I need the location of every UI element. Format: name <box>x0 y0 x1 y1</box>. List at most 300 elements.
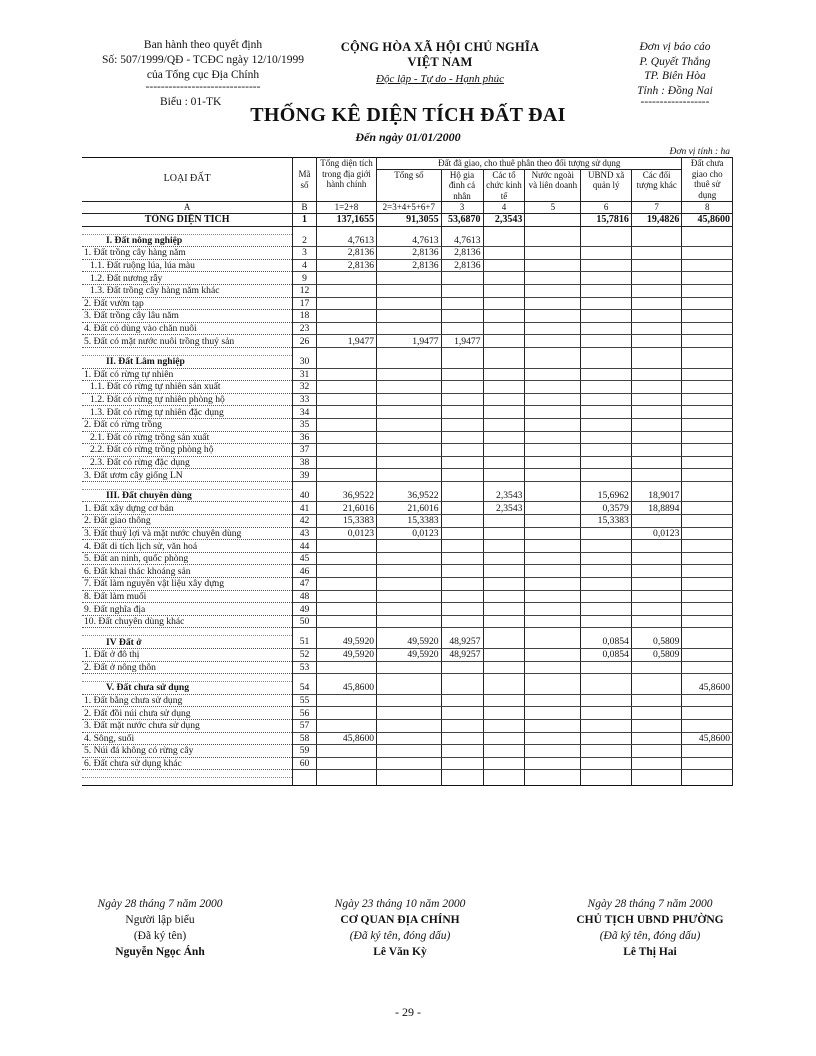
land-type-row <box>82 406 733 419</box>
area-value-cell <box>631 578 682 591</box>
land-type-code: 37 <box>293 444 317 457</box>
spacer-cell <box>525 674 581 682</box>
land-type-code: 34 <box>293 406 317 419</box>
area-value-cell: 0,5809 <box>631 636 682 649</box>
area-value-cell <box>525 418 581 431</box>
spacer-cell <box>525 481 581 489</box>
signature-role: CHỦ TỊCH UBND PHƯỜNG <box>576 914 724 926</box>
area-value-cell <box>483 456 525 469</box>
area-value-cell <box>441 431 483 444</box>
land-type-row <box>82 649 733 662</box>
area-value-cell <box>316 719 376 732</box>
area-value-cell <box>377 757 442 770</box>
area-value-cell <box>581 694 632 707</box>
area-value-cell <box>525 456 581 469</box>
land-type-code: 53 <box>293 661 317 674</box>
land-type-code: 40 <box>293 489 317 502</box>
area-value-cell <box>483 297 525 310</box>
area-value-cell <box>525 431 581 444</box>
area-value-cell <box>441 552 483 565</box>
area-value-cell <box>441 272 483 285</box>
area-value-cell <box>483 322 525 335</box>
signature-date: Ngày 28 tháng 7 năm 2000 <box>587 898 713 910</box>
area-value-cell <box>377 469 442 482</box>
area-value-cell <box>377 615 442 628</box>
area-value-cell: 2,8136 <box>441 247 483 260</box>
area-value-cell <box>377 322 442 335</box>
country-name: CỘNG HÒA XÃ HỘI CHỦ NGHĨA VIỆT NAM <box>340 40 540 69</box>
area-value-cell <box>377 590 442 603</box>
area-value-cell <box>581 310 632 323</box>
area-value-cell <box>581 355 632 368</box>
area-value-cell <box>581 707 632 720</box>
land-type-code: 58 <box>293 732 317 745</box>
area-value-cell <box>483 694 525 707</box>
header-code: Mã số <box>293 158 317 202</box>
land-type-code: 48 <box>293 590 317 603</box>
area-value-cell <box>377 661 442 674</box>
area-value-cell <box>316 456 376 469</box>
land-type-code: 54 <box>293 682 317 695</box>
area-value-cell <box>581 527 632 540</box>
area-value-cell: 1,9477 <box>377 335 442 348</box>
spacer-cell <box>293 628 317 636</box>
land-type-row <box>82 284 733 297</box>
area-value-cell <box>377 694 442 707</box>
spacer-row <box>82 226 733 234</box>
land-type-name: 2.2. Đất có rừng trồng phòng hộ <box>82 444 293 457</box>
area-value-cell <box>441 406 483 419</box>
land-type-name: 9. Đất nghĩa địa <box>82 603 293 616</box>
land-type-name: 2. Đất đồi núi chưa sử dụng <box>82 707 293 720</box>
area-value-cell <box>441 707 483 720</box>
land-type-name: 2. Đất vườn tạp <box>82 297 293 310</box>
area-value-cell <box>483 469 525 482</box>
land-type-code: 50 <box>293 615 317 628</box>
spacer-cell <box>377 778 442 786</box>
area-value-cell <box>483 335 525 348</box>
area-value-cell <box>483 636 525 649</box>
area-value-cell <box>631 565 682 578</box>
area-value-cell <box>316 661 376 674</box>
land-group-row <box>82 234 733 247</box>
area-value-cell <box>525 393 581 406</box>
area-value-cell <box>377 456 442 469</box>
area-value-cell <box>525 661 581 674</box>
total-value: 19,4826 <box>631 214 682 227</box>
area-value-cell <box>581 284 632 297</box>
colref-cell: 1=2+8 <box>316 202 376 214</box>
spacer-cell <box>525 628 581 636</box>
area-value-cell <box>682 234 733 247</box>
area-value-cell <box>525 694 581 707</box>
land-type-code: 26 <box>293 335 317 348</box>
header-land-type: LOẠI ĐẤT <box>82 158 293 202</box>
land-type-code: 2 <box>293 234 317 247</box>
area-value-cell <box>525 527 581 540</box>
area-value-cell: 49,5920 <box>316 636 376 649</box>
land-type-row <box>82 603 733 616</box>
area-value-cell <box>631 259 682 272</box>
area-value-cell <box>525 406 581 419</box>
area-value-cell: 2,3543 <box>483 502 525 515</box>
area-value-cell <box>682 636 733 649</box>
area-value-cell <box>316 469 376 482</box>
area-value-cell <box>316 368 376 381</box>
spacer-row <box>82 778 733 786</box>
colref-cell: B <box>293 202 317 214</box>
land-type-code: 38 <box>293 456 317 469</box>
area-value-cell <box>581 368 632 381</box>
area-value-cell <box>377 418 442 431</box>
area-value-cell <box>682 247 733 260</box>
land-type-row <box>82 694 733 707</box>
spacer-row <box>82 481 733 489</box>
land-type-code: 36 <box>293 431 317 444</box>
land-type-row <box>82 757 733 770</box>
spacer-cell <box>682 628 733 636</box>
area-value-cell <box>525 502 581 515</box>
spacer-row <box>82 347 733 355</box>
area-value-cell <box>377 552 442 565</box>
area-value-cell <box>581 406 632 419</box>
area-value-cell <box>483 355 525 368</box>
signature-preparer <box>70 896 250 960</box>
area-value-cell <box>525 368 581 381</box>
area-value-cell <box>483 732 525 745</box>
area-value-cell <box>316 284 376 297</box>
land-type-row <box>82 552 733 565</box>
area-value-cell: 0,0123 <box>316 527 376 540</box>
area-value-cell <box>631 234 682 247</box>
land-type-name: 1.2. Đất nương rẫy <box>82 272 293 285</box>
area-value-cell <box>682 540 733 553</box>
area-value-cell <box>631 431 682 444</box>
area-value-cell <box>525 615 581 628</box>
land-type-row <box>82 310 733 323</box>
area-value-cell <box>581 393 632 406</box>
area-value-cell <box>631 757 682 770</box>
area-value-cell <box>483 393 525 406</box>
area-value-cell <box>377 707 442 720</box>
land-type-row <box>82 527 733 540</box>
area-value-cell <box>377 297 442 310</box>
area-value-cell: 45,8600 <box>682 732 733 745</box>
land-type-row <box>82 515 733 528</box>
area-value-cell <box>441 682 483 695</box>
area-value-cell <box>525 284 581 297</box>
land-type-row <box>82 565 733 578</box>
spacer-cell <box>377 674 442 682</box>
area-value-cell <box>483 719 525 732</box>
area-value-cell <box>483 757 525 770</box>
reporting-unit-label: Đơn vị báo cáo <box>639 41 711 53</box>
area-value-cell <box>682 355 733 368</box>
spacer-cell <box>581 347 632 355</box>
area-value-cell <box>483 682 525 695</box>
area-value-cell <box>377 368 442 381</box>
area-value-cell <box>316 272 376 285</box>
land-type-row <box>82 661 733 674</box>
land-type-code: 52 <box>293 649 317 662</box>
area-value-cell <box>631 469 682 482</box>
area-value-cell <box>377 381 442 394</box>
area-value-cell: 2,3543 <box>483 489 525 502</box>
land-type-row <box>82 381 733 394</box>
area-value-cell <box>631 272 682 285</box>
spacer-cell <box>377 481 442 489</box>
area-value-cell: 18,8894 <box>631 502 682 515</box>
area-value-cell <box>682 515 733 528</box>
area-value-cell <box>316 694 376 707</box>
area-value-cell <box>581 578 632 591</box>
land-type-name: 3. Đất thuỷ lợi và mặt nước chuyên dùng <box>82 527 293 540</box>
land-type-name: 1.2. Đất có rừng tự nhiên phòng hộ <box>82 393 293 406</box>
spacer-cell <box>631 778 682 786</box>
area-value-cell <box>682 406 733 419</box>
area-value-cell <box>525 355 581 368</box>
spacer-cell <box>377 226 442 234</box>
area-value-cell <box>682 444 733 457</box>
area-value-cell <box>483 707 525 720</box>
land-type-row <box>82 719 733 732</box>
area-value-cell <box>631 335 682 348</box>
colref-cell: 2=3+4+5+6+7 <box>377 202 442 214</box>
area-value-cell <box>483 590 525 603</box>
land-type-code: 51 <box>293 636 317 649</box>
spacer-cell <box>82 481 293 489</box>
land-type-code: 55 <box>293 694 317 707</box>
land-type-row <box>82 259 733 272</box>
area-value-cell <box>525 590 581 603</box>
area-value-cell <box>377 732 442 745</box>
spacer-cell <box>581 778 632 786</box>
area-value-cell <box>377 565 442 578</box>
land-type-code: 3 <box>293 247 317 260</box>
land-type-row <box>82 469 733 482</box>
land-type-code: 49 <box>293 603 317 616</box>
land-type-name: 2. Đất có rừng trồng <box>82 418 293 431</box>
area-value-cell <box>483 284 525 297</box>
header-foreign-jv: Nước ngoài và liên doanh <box>525 169 581 202</box>
total-value: 15,7816 <box>581 214 632 227</box>
land-type-name: 1. Đất ở đô thị <box>82 649 293 662</box>
total-value: 53,6870 <box>441 214 483 227</box>
land-type-name: 3. Đất ươm cây giống LN <box>82 469 293 482</box>
area-value-cell <box>525 636 581 649</box>
area-value-cell <box>483 381 525 394</box>
area-value-cell <box>631 552 682 565</box>
area-value-cell <box>483 368 525 381</box>
area-value-cell <box>377 406 442 419</box>
area-value-cell <box>441 355 483 368</box>
spacer-cell <box>483 778 525 786</box>
land-type-code: 33 <box>293 393 317 406</box>
area-value-cell <box>316 355 376 368</box>
land-type-name: 3. Đất mặt nước chưa sử dụng <box>82 719 293 732</box>
area-value-cell <box>682 707 733 720</box>
area-value-cell: 49,5920 <box>377 636 442 649</box>
land-type-name: II. Đất Lâm nghiệp <box>82 355 293 368</box>
land-type-code: 31 <box>293 368 317 381</box>
national-header <box>330 40 550 85</box>
total-label: TỔNG DIỆN TÍCH <box>82 214 293 227</box>
area-value-cell <box>316 431 376 444</box>
land-type-name: 10. Đất chuyên dùng khác <box>82 615 293 628</box>
land-type-row <box>82 247 733 260</box>
area-value-cell <box>631 310 682 323</box>
area-value-cell <box>525 552 581 565</box>
area-value-cell <box>525 469 581 482</box>
area-value-cell <box>483 515 525 528</box>
land-type-name: 3. Đất trồng cây lâu năm <box>82 310 293 323</box>
header-total-area: Tổng diện tích trong địa giới hành chính <box>316 158 376 202</box>
total-value: 137,1655 <box>316 214 376 227</box>
area-value-cell <box>682 745 733 758</box>
area-value-cell <box>581 272 632 285</box>
area-value-cell <box>441 694 483 707</box>
area-value-cell <box>316 552 376 565</box>
reporting-province: Tỉnh : Đồng Nai <box>637 84 713 97</box>
land-statistics-table <box>82 157 733 786</box>
area-value-cell: 4,7613 <box>377 234 442 247</box>
area-value-cell <box>441 615 483 628</box>
area-value-cell <box>525 234 581 247</box>
reporting-unit-block <box>605 40 745 106</box>
area-value-cell <box>441 578 483 591</box>
decision-divider: ------------------------------ <box>145 81 261 93</box>
area-value-cell <box>682 502 733 515</box>
area-value-cell <box>483 615 525 628</box>
area-value-cell <box>631 732 682 745</box>
area-value-cell <box>377 393 442 406</box>
land-type-row <box>82 502 733 515</box>
land-type-code: 46 <box>293 565 317 578</box>
land-type-row <box>82 297 733 310</box>
total-value: 91,3055 <box>377 214 442 227</box>
area-value-cell <box>631 603 682 616</box>
land-type-row <box>82 431 733 444</box>
area-value-cell: 15,6962 <box>581 489 632 502</box>
area-value-cell <box>377 745 442 758</box>
area-value-cell <box>631 615 682 628</box>
area-value-cell <box>377 578 442 591</box>
area-value-cell <box>682 578 733 591</box>
area-value-cell: 2,8136 <box>377 259 442 272</box>
land-type-row <box>82 732 733 745</box>
spacer-cell <box>682 481 733 489</box>
spacer-cell <box>82 770 293 778</box>
land-group-row <box>82 682 733 695</box>
signature-role: Người lập biểu <box>125 914 195 926</box>
land-type-code: 32 <box>293 381 317 394</box>
spacer-cell <box>682 226 733 234</box>
colref-cell: 5 <box>525 202 581 214</box>
land-type-name: 1. Đất trồng cây hàng năm <box>82 247 293 260</box>
spacer-cell <box>631 628 682 636</box>
spacer-cell <box>631 770 682 778</box>
land-type-name: 5. Đất an ninh, quốc phòng <box>82 552 293 565</box>
colref-cell: 4 <box>483 202 525 214</box>
spacer-cell <box>631 481 682 489</box>
area-value-cell <box>525 515 581 528</box>
total-value: 2,3543 <box>483 214 525 227</box>
area-value-cell: 0,0123 <box>377 527 442 540</box>
header-subtotal: Tổng số <box>377 169 442 202</box>
area-value-cell <box>682 335 733 348</box>
area-value-cell <box>581 565 632 578</box>
land-type-code: 12 <box>293 284 317 297</box>
land-type-name: I. Đất nông nghiệp <box>82 234 293 247</box>
area-value-cell: 15,3383 <box>581 515 632 528</box>
land-type-name: 5. Đất có mặt nước nuôi trồng thuỷ sản <box>82 335 293 348</box>
land-type-code: 44 <box>293 540 317 553</box>
area-value-cell <box>316 322 376 335</box>
decision-line-2: Số: 507/1999/QĐ - TCĐC ngày 12/10/1999 <box>101 54 304 66</box>
area-value-cell <box>682 590 733 603</box>
spacer-cell <box>316 481 376 489</box>
land-type-row <box>82 368 733 381</box>
area-value-cell <box>525 540 581 553</box>
total-area-row <box>82 214 733 227</box>
area-value-cell <box>441 515 483 528</box>
land-type-row <box>82 456 733 469</box>
area-value-cell <box>581 615 632 628</box>
area-value-cell <box>631 355 682 368</box>
area-value-cell <box>525 297 581 310</box>
spacer-cell <box>581 226 632 234</box>
area-value-cell <box>441 489 483 502</box>
land-type-row <box>82 322 733 335</box>
decision-line-1: Ban hành theo quyết định <box>143 39 263 51</box>
land-type-code: 42 <box>293 515 317 528</box>
spacer-cell <box>525 770 581 778</box>
area-value-cell <box>441 757 483 770</box>
area-value-cell <box>581 732 632 745</box>
area-value-cell <box>316 418 376 431</box>
total-value <box>525 214 581 227</box>
decision-line-3: của Tổng cục Địa Chính <box>146 69 260 81</box>
land-type-name: 1.1. Đất ruộng lúa, lúa màu <box>82 259 293 272</box>
spacer-cell <box>525 347 581 355</box>
area-value-cell: 2,8136 <box>441 259 483 272</box>
area-value-cell <box>525 603 581 616</box>
area-value-cell <box>631 297 682 310</box>
land-type-row <box>82 418 733 431</box>
area-value-cell <box>316 444 376 457</box>
area-value-cell <box>441 322 483 335</box>
area-value-cell <box>525 565 581 578</box>
area-value-cell <box>483 259 525 272</box>
spacer-row <box>82 628 733 636</box>
spacer-cell <box>82 778 293 786</box>
area-value-cell <box>441 418 483 431</box>
area-value-cell <box>483 649 525 662</box>
spacer-cell <box>441 481 483 489</box>
area-value-cell <box>525 745 581 758</box>
area-value-cell <box>316 381 376 394</box>
area-value-cell <box>581 603 632 616</box>
area-value-cell <box>581 757 632 770</box>
spacer-cell <box>293 481 317 489</box>
spacer-cell <box>293 674 317 682</box>
spacer-cell <box>682 770 733 778</box>
area-value-cell <box>682 615 733 628</box>
land-type-name: 6. Đất chưa sử dụng khác <box>82 757 293 770</box>
area-value-cell: 2,8136 <box>316 259 376 272</box>
area-value-cell: 36,9522 <box>377 489 442 502</box>
area-value-cell <box>316 707 376 720</box>
